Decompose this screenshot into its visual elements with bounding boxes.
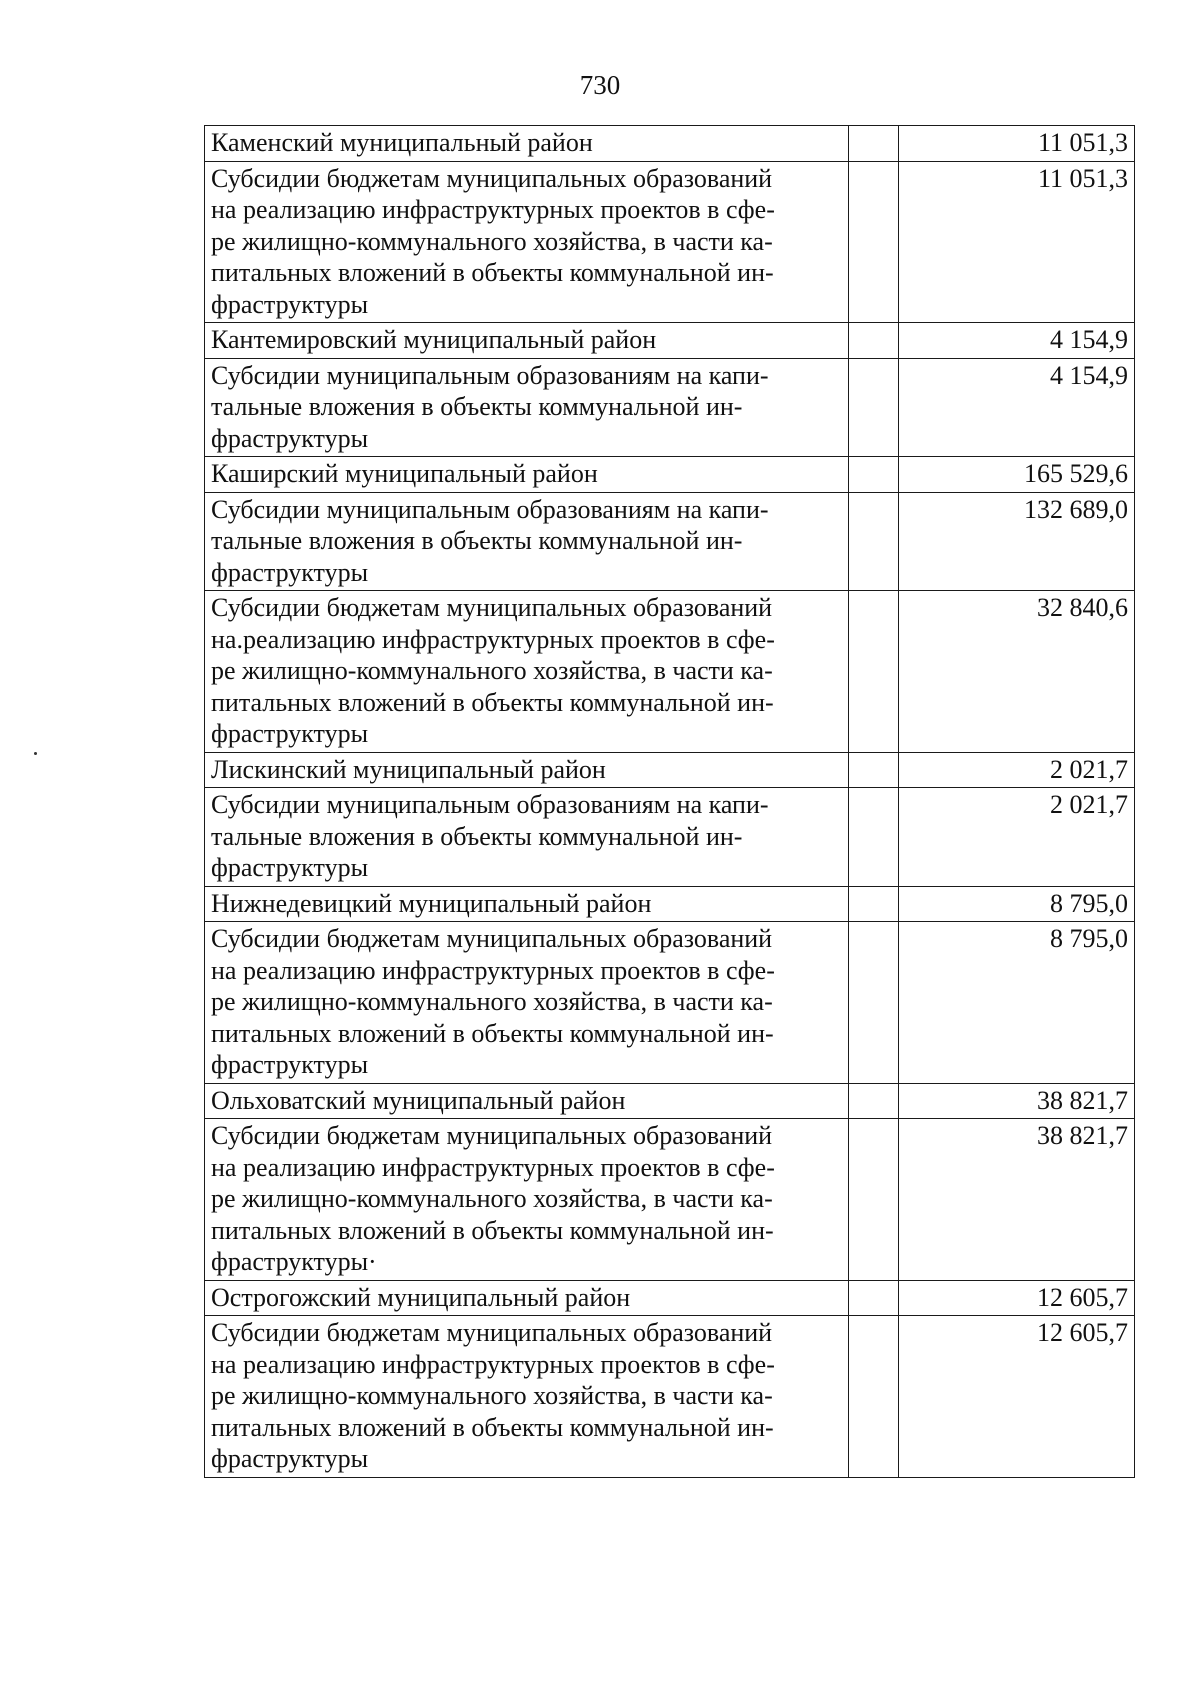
row-empty-cell xyxy=(849,1280,899,1316)
table-row xyxy=(205,922,1135,1084)
row-amount: 2 021,7 xyxy=(899,788,1135,887)
row-empty-cell xyxy=(849,1316,899,1478)
table-row xyxy=(205,457,1135,493)
scan-speck xyxy=(34,752,37,755)
table-row xyxy=(205,358,1135,457)
table-row xyxy=(205,1280,1135,1316)
table-row xyxy=(205,1316,1135,1478)
page-number: 730 xyxy=(579,70,621,100)
row-name: Субсидии муниципальным образованиям на капи- тальные вложения в объекты коммунальной ин- фраструктуры xyxy=(205,358,849,457)
row-amount: 8 795,0 xyxy=(899,922,1135,1084)
row-empty-cell xyxy=(849,591,899,753)
row-name: Ольховатский муниципальный район xyxy=(205,1083,849,1119)
row-amount: 8 795,0 xyxy=(899,886,1135,922)
row-amount: 12 605,7 xyxy=(899,1280,1135,1316)
budget-table xyxy=(204,125,1135,1478)
row-name: Субсидии бюджетам муниципальных образований на реализацию инфраструктурных проектов в сфе- ре жилищно-коммунального хозяйства, в части ка- питальных вложений в объекты коммунальной ин- фраструктуры· xyxy=(205,1119,849,1281)
row-name: Лискинский муниципальный район xyxy=(205,752,849,788)
table-row xyxy=(205,591,1135,753)
row-name: Каменский муниципальный район xyxy=(205,126,849,162)
row-empty-cell xyxy=(849,457,899,493)
row-empty-cell xyxy=(849,788,899,887)
row-empty-cell xyxy=(849,752,899,788)
table-row xyxy=(205,161,1135,323)
row-name: Кантемировский муниципальный район xyxy=(205,323,849,359)
row-amount: 12 605,7 xyxy=(899,1316,1135,1478)
row-name: Субсидии муниципальным образованиям на капи- тальные вложения в объекты коммунальной ин- фраструктуры xyxy=(205,492,849,591)
row-amount: 11 051,3 xyxy=(899,161,1135,323)
table-row xyxy=(205,1083,1135,1119)
row-amount: 38 821,7 xyxy=(899,1083,1135,1119)
row-amount: 4 154,9 xyxy=(899,323,1135,359)
row-empty-cell xyxy=(849,323,899,359)
row-name: Субсидии бюджетам муниципальных образований на реализацию инфраструктурных проектов в сфе- ре жилищно-коммунального хозяйства, в части ка- питальных вложений в объекты коммунальной ин- фраструктуры xyxy=(205,1316,849,1478)
table-row xyxy=(205,886,1135,922)
row-empty-cell xyxy=(849,161,899,323)
row-empty-cell xyxy=(849,358,899,457)
table-row xyxy=(205,1119,1135,1281)
row-name: Острогожский муниципальный район xyxy=(205,1280,849,1316)
row-amount: 2 021,7 xyxy=(899,752,1135,788)
row-amount: 165 529,6 xyxy=(899,457,1135,493)
table-row xyxy=(205,492,1135,591)
row-empty-cell xyxy=(849,886,899,922)
row-empty-cell xyxy=(849,1119,899,1281)
row-name: Субсидии бюджетам муниципальных образований на.реализацию инфраструктурных проектов в сфе- ре жилищно-коммунального хозяйства, в части ка- питальных вложений в объекты коммунальной ин- фраструктуры xyxy=(205,591,849,753)
table-row xyxy=(205,323,1135,359)
row-amount: 32 840,6 xyxy=(899,591,1135,753)
row-empty-cell xyxy=(849,126,899,162)
table-row xyxy=(205,752,1135,788)
row-name: Каширский муниципальный район xyxy=(205,457,849,493)
row-empty-cell xyxy=(849,922,899,1084)
row-amount: 38 821,7 xyxy=(899,1119,1135,1281)
row-amount: 132 689,0 xyxy=(899,492,1135,591)
row-name: Субсидии муниципальным образованиям на капи- тальные вложения в объекты коммунальной ин- фраструктуры xyxy=(205,788,849,887)
row-amount: 11 051,3 xyxy=(899,126,1135,162)
row-amount: 4 154,9 xyxy=(899,358,1135,457)
row-name: Субсидии бюджетам муниципальных образований на реализацию инфраструктурных проектов в сфе- ре жилищно-коммунального хозяйства, в части ка- питальных вложений в объекты коммунальной ин- фраструктуры xyxy=(205,922,849,1084)
table-body xyxy=(205,126,1135,1478)
table-row xyxy=(205,126,1135,162)
row-name: Субсидии бюджетам муниципальных образований на реализацию инфраструктурных проектов в сфе- ре жилищно-коммунального хозяйства, в части ка- питальных вложений в объекты коммунальной ин- фраструктуры xyxy=(205,161,849,323)
row-name: Нижнедевицкий муниципальный район xyxy=(205,886,849,922)
table-row xyxy=(205,788,1135,887)
row-empty-cell xyxy=(849,1083,899,1119)
row-empty-cell xyxy=(849,492,899,591)
